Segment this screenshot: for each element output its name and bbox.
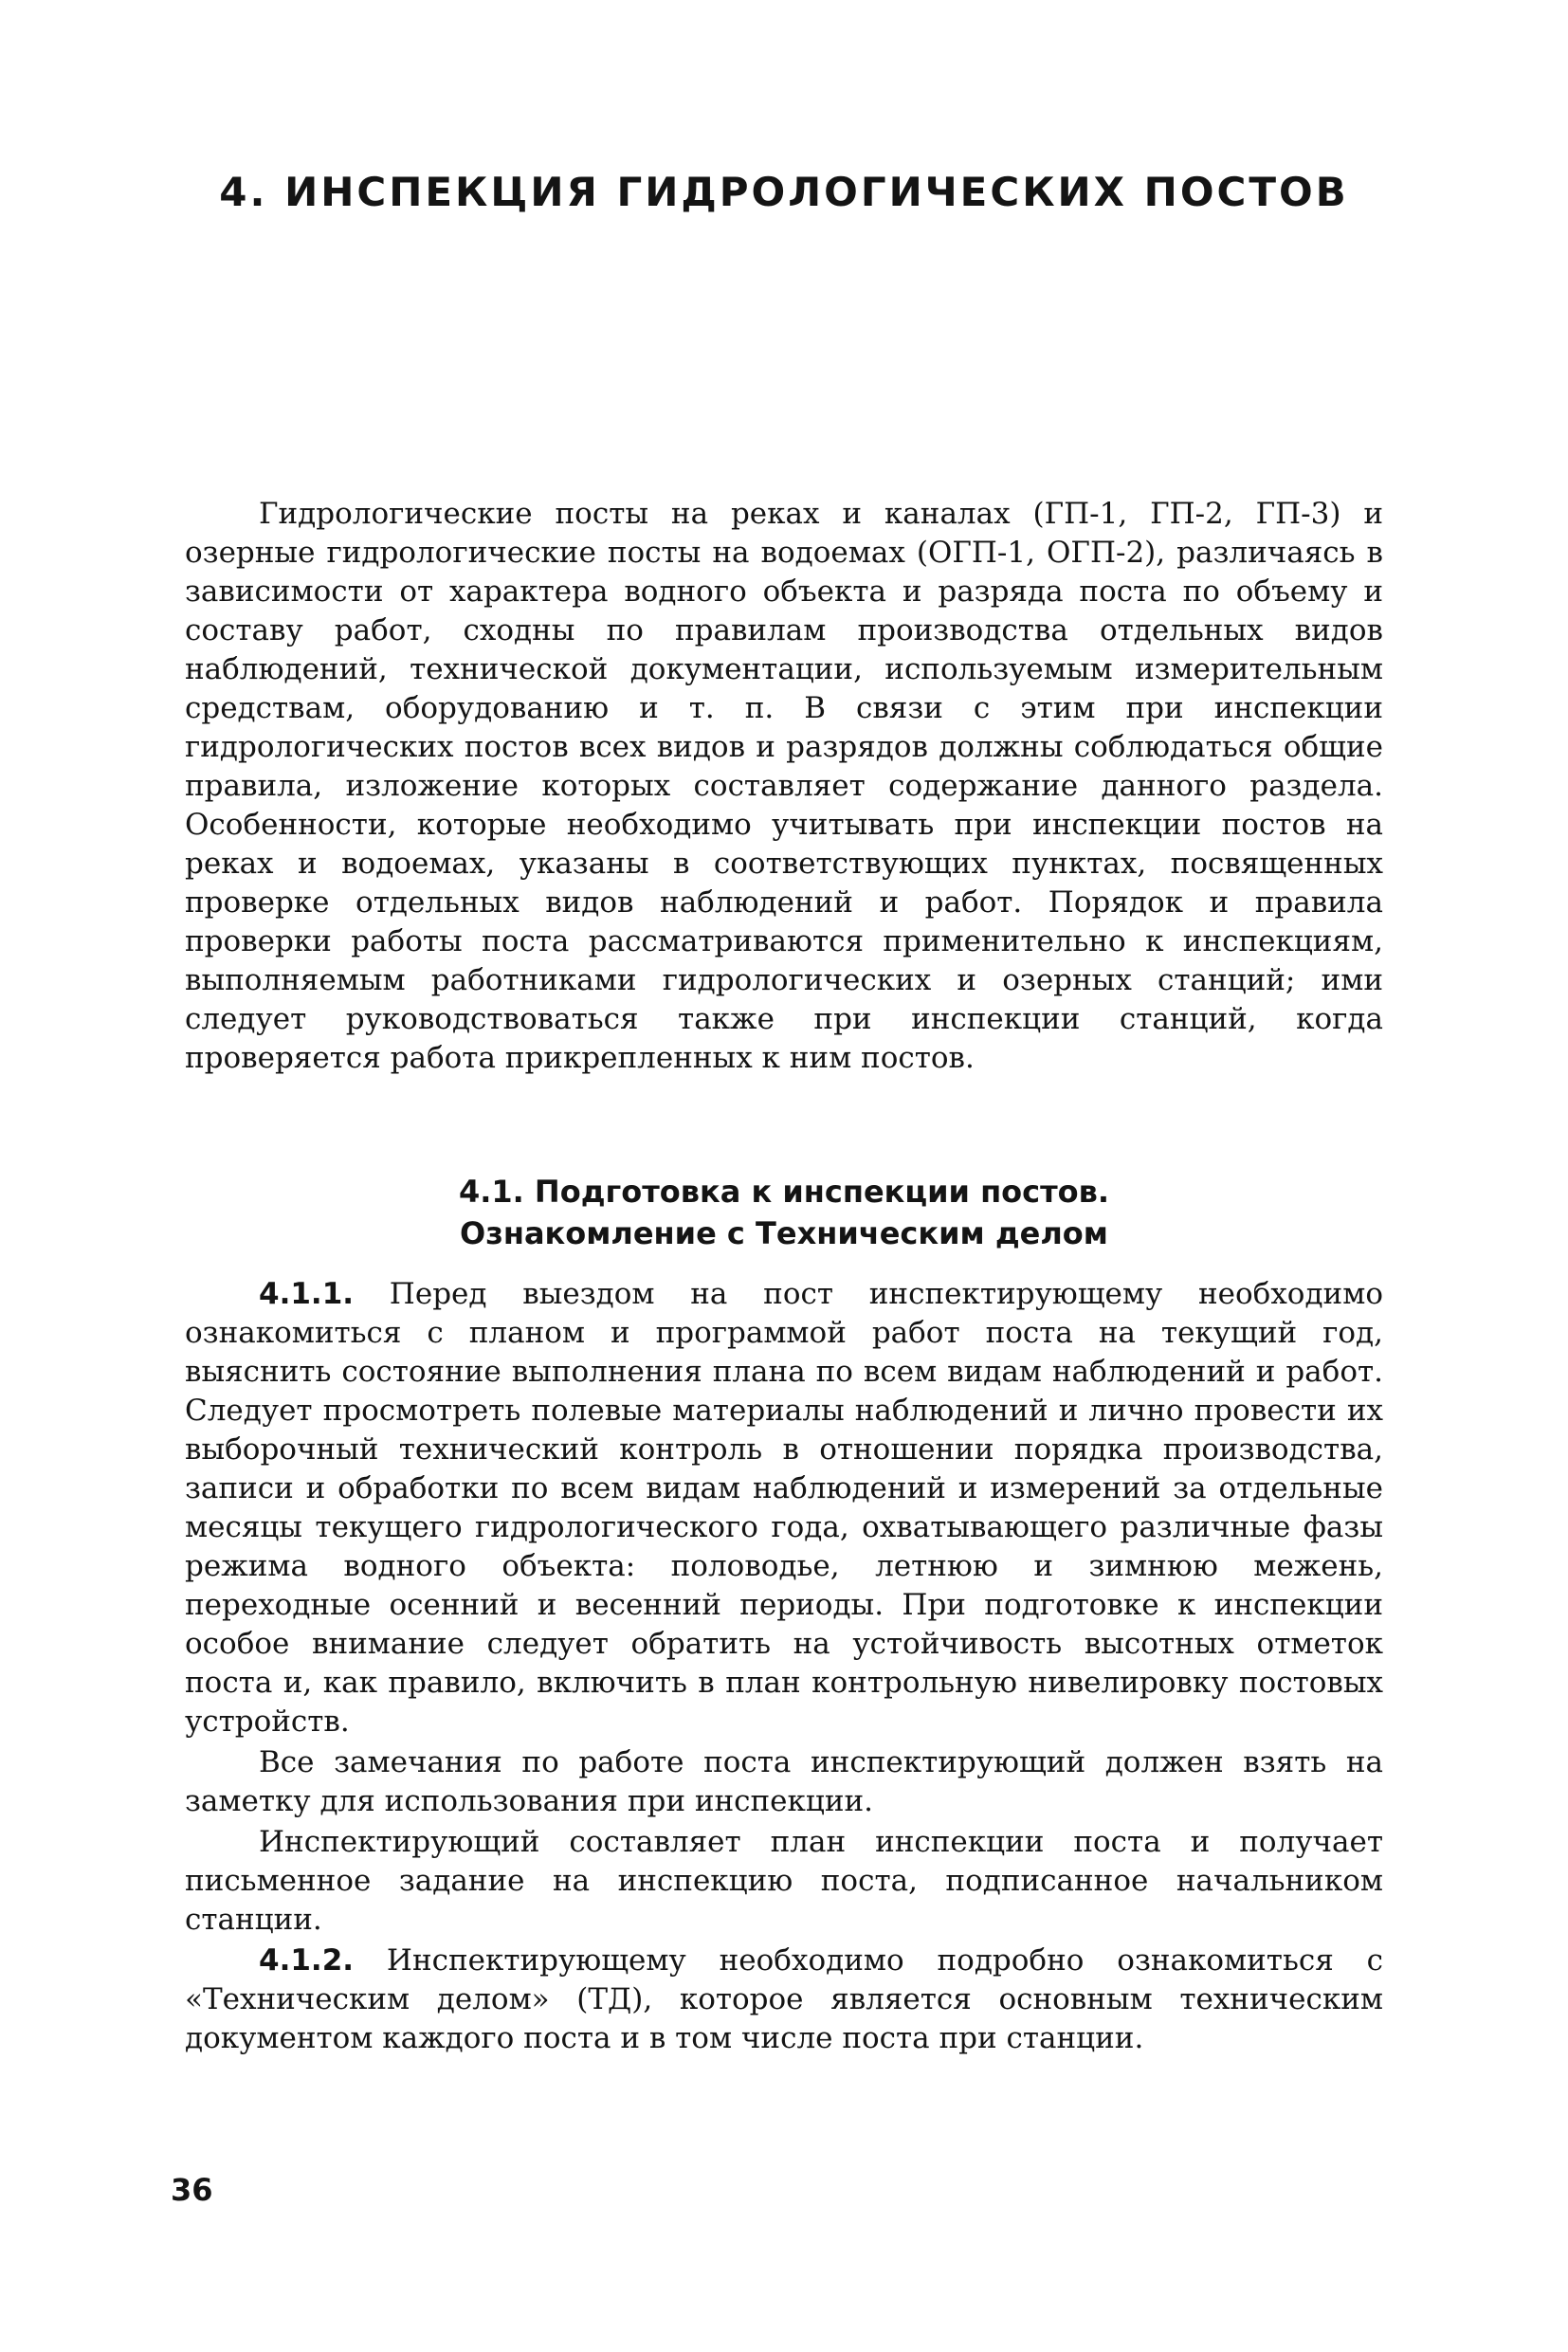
section-heading-line-1: 4.1. Подготовка к инспекции постов. <box>458 1174 1110 1210</box>
intro-section <box>185 495 1383 1078</box>
clause-number: 4.1.2. <box>259 1943 355 1978</box>
section-heading-line-2: Ознакомление с Техническим делом <box>460 1215 1108 1251</box>
clause-text: Инспектирующему необходимо подробно ознакомиться с «Техническим делом» (ТД), которое является основным техническим документом каждого поста и в том числе поста при станции. <box>185 1943 1383 2055</box>
paragraph-remarks: Все замечания по работе поста инспектирующий должен взять на заметку для использования при инспекции. <box>185 1745 1383 1818</box>
section-heading <box>185 1171 1383 1254</box>
paragraph-4-1-1 <box>185 1275 1383 1741</box>
section-body <box>185 1275 1383 2058</box>
paragraph-4-1-2 <box>185 1942 1383 2058</box>
page-number: 36 <box>171 2172 213 2208</box>
paragraph-inspection-plan: Инспектирующий составляет план инспекции поста и получает письменное задание на инспекцию поста, подписанное начальником станции. <box>185 1825 1383 1937</box>
clause-number: 4.1.1. <box>259 1277 355 1311</box>
chapter-title: 4. ИНСПЕКЦИЯ ГИДРОЛОГИЧЕСКИХ ПОСТОВ <box>219 169 1349 215</box>
intro-paragraph: Гидрологические посты на реках и каналах (ГП-1, ГП-2, ГП-3) и озерные гидрологические посты на водоемах (ОГП-1, ОГП-2), различаясь в зависимости от характера водного объекта и разряда поста по объему и составу работ, сходны по правилам производства отдельных видов наблюдений, технической документации, используемым измерительным средствам, оборудованию и т. п. В связи с этим при инспекции гидрологических постов всех видов и разрядов должны соблюдаться общие правила, изложение которых составляет содержание данного раздела. Особенности, которые необходимо учитывать при инспекции постов на реках и водоемах, указаны в соответствующих пунктах, посвященных проверке отдельных видов наблюдений и работ. Порядок и правила проверки работы поста рассматриваются применительно к инспекциям, выполняемым работниками гидрологических и озерных станций; ими следует руководствоваться также при инспекции станций, когда проверяется работа прикрепленных к ним постов. <box>185 497 1383 1075</box>
clause-text: Перед выездом на пост инспектирующему необходимо ознакомиться с планом и программой работ поста на текущий год, выяснить состояние выполнения плана по всем видам наблюдений и работ. Следует просмотреть полевые материалы наблюдений и лично провести их выборочный технический контроль в отношении порядка производства, записи и обработки по всем видам наблюдений и измерений за отдельные месяцы текущего гидрологического года, охватывающего различные фазы режима водного объекта: половодье, летнюю и зимнюю межень, переходные осенний и весенний периоды. При подготовке к инспекции особое внимание следует обратить на устойчивость высотных отметок поста и, как правило, включить в план контрольную нивелировку постовых устройств. <box>185 1277 1383 1739</box>
